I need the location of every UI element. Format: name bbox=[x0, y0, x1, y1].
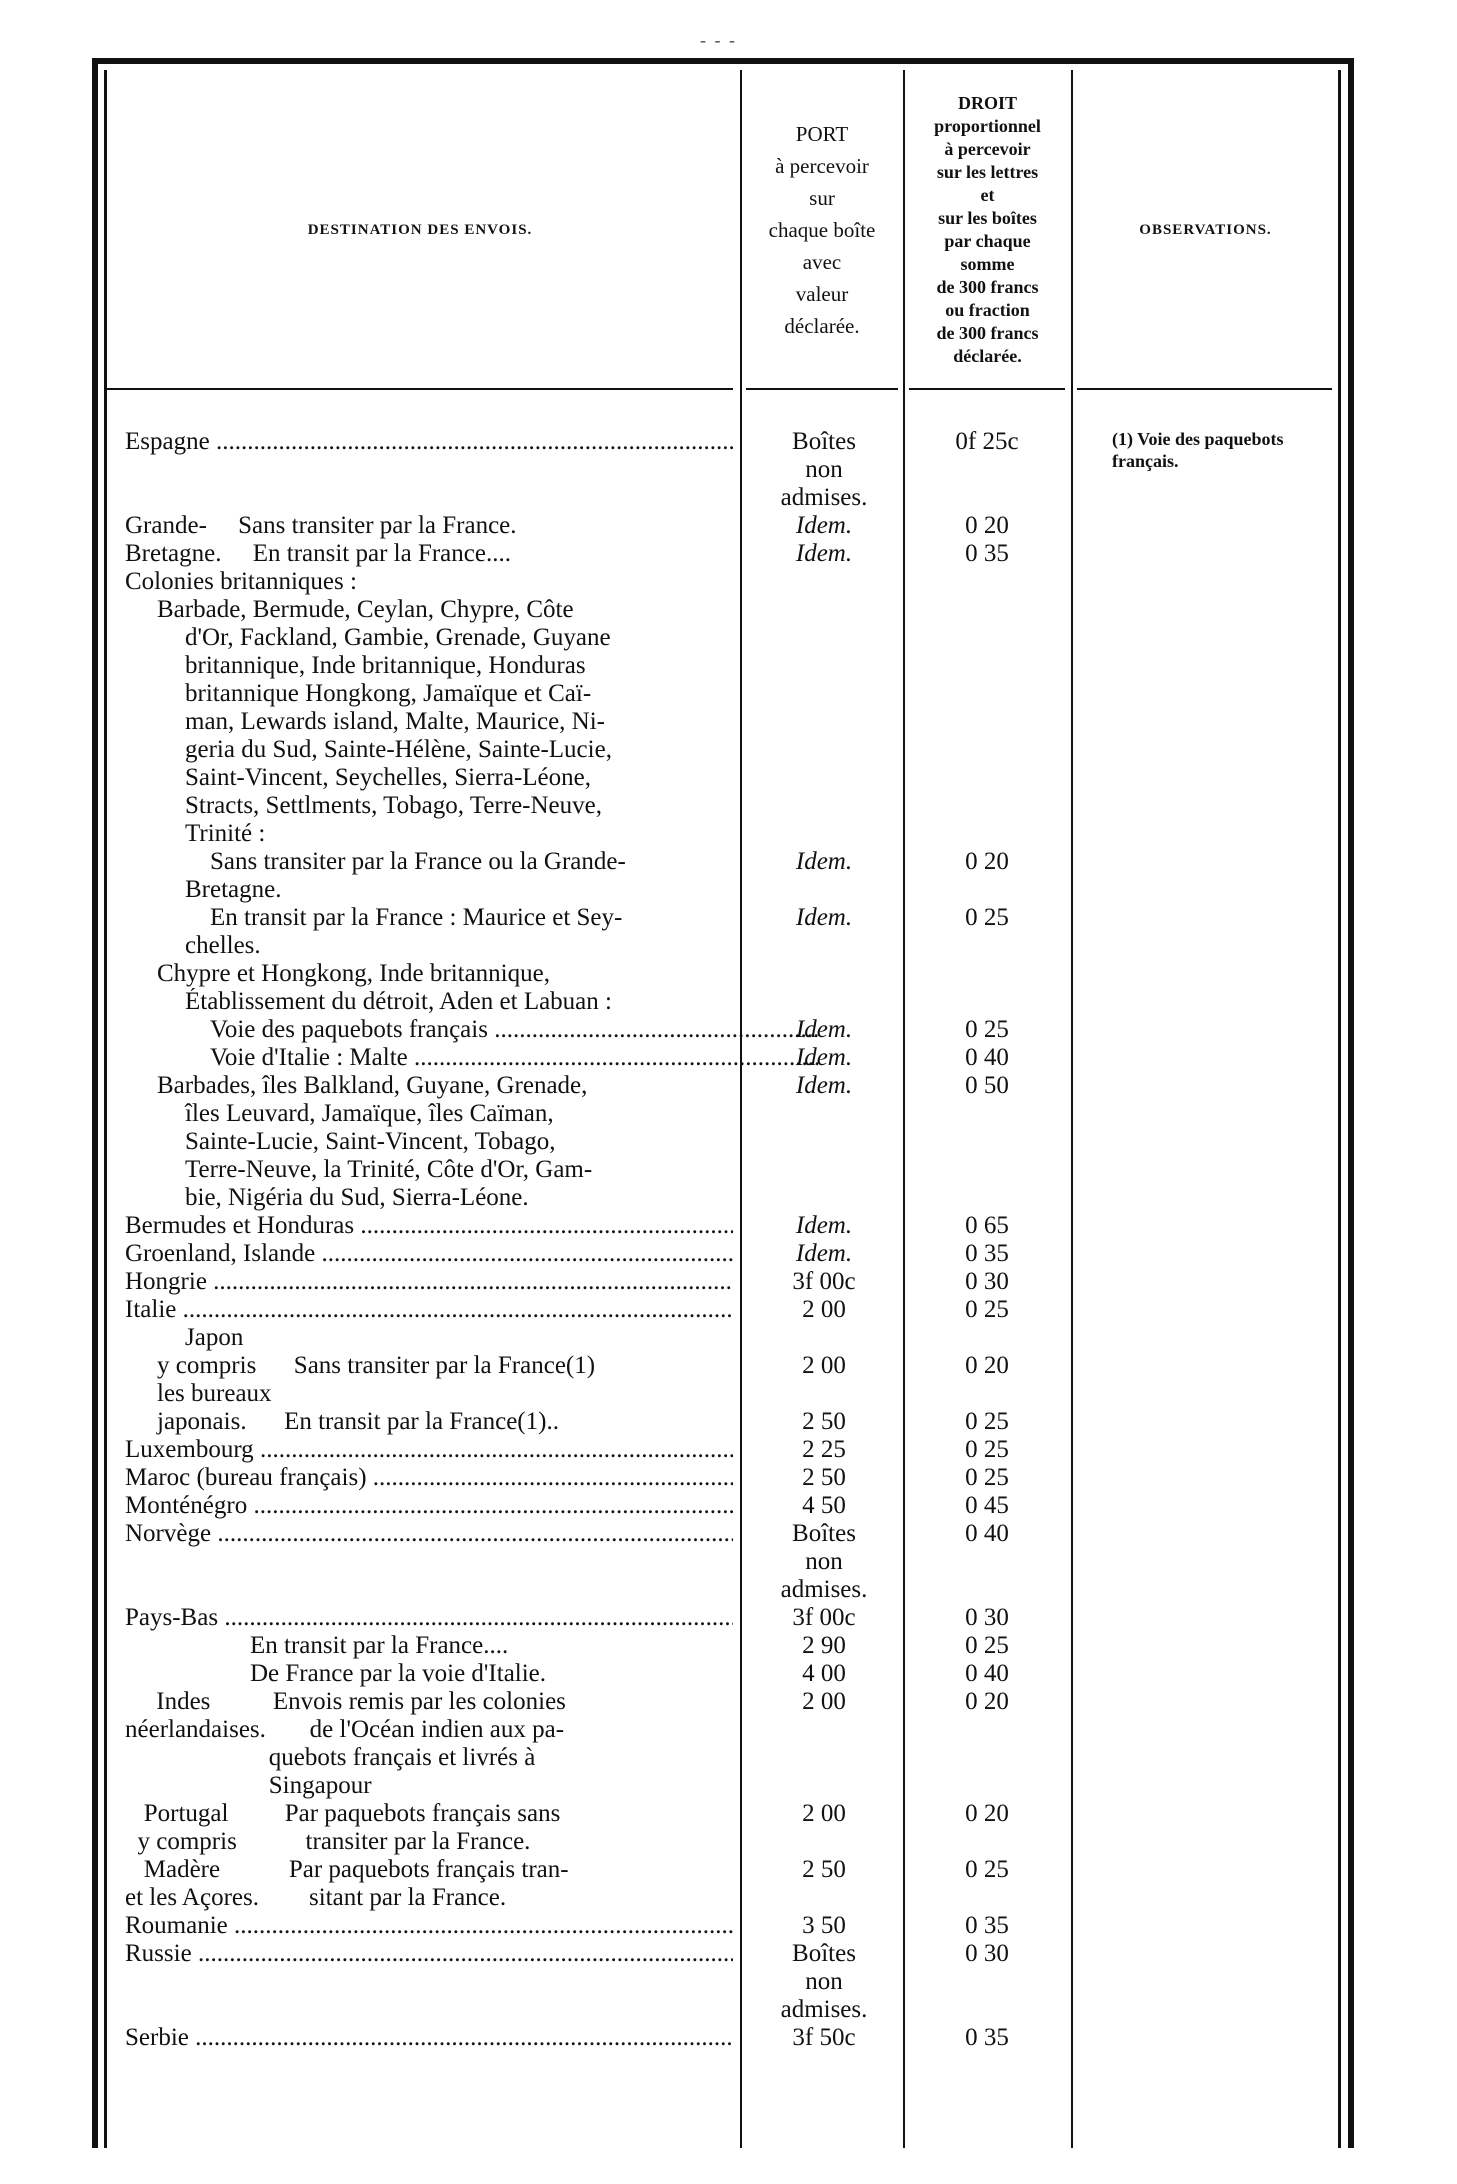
header-port-line: chaque boîte bbox=[768, 218, 876, 242]
row-destination: Espagne ..... bbox=[125, 428, 733, 456]
row-port: 3 50 bbox=[802, 1912, 846, 1939]
row-destination: Voie d'Italie : Malte ..... bbox=[125, 1044, 818, 1072]
row-destination: Japon bbox=[185, 1324, 244, 1351]
row-droit: 0 25 bbox=[965, 1632, 1009, 1659]
row-destination: Barbades, îles Balkland, Guyane, Grenade, bbox=[157, 1072, 588, 1099]
row-port: Idem. bbox=[795, 1016, 853, 1043]
row-destination: y compris transiter par la France. bbox=[125, 1828, 531, 1855]
table-row bbox=[0, 680, 1457, 708]
header-droit-line: de 300 francs bbox=[936, 277, 1039, 297]
row-destination: Luxembourg ..... bbox=[125, 1436, 733, 1464]
row-droit: 0 30 bbox=[965, 1940, 1009, 1967]
table-row bbox=[0, 1660, 1457, 1688]
row-droit: 0 25 bbox=[965, 1408, 1009, 1435]
row-destination: Indes Envois remis par les colonies bbox=[125, 1688, 566, 1715]
row-destination: Terre-Neuve, la Trinité, Côte d'Or, Gam- bbox=[185, 1156, 593, 1183]
table-row bbox=[0, 1800, 1457, 1828]
header-port bbox=[742, 80, 902, 380]
row-destination: Hongrie ..... bbox=[125, 1268, 733, 1296]
table-row bbox=[0, 1184, 1457, 1212]
row-port: non bbox=[805, 456, 843, 483]
table-row bbox=[0, 736, 1457, 764]
row-droit: 0 40 bbox=[965, 1660, 1009, 1687]
table-top-rule bbox=[92, 58, 1354, 64]
row-port: 2 50 bbox=[802, 1856, 846, 1883]
header-port-line: sur bbox=[809, 186, 835, 210]
row-destination: De France par la voie d'Italie. bbox=[125, 1660, 547, 1687]
table-row bbox=[0, 596, 1457, 624]
table-row bbox=[0, 932, 1457, 960]
row-destination: Établissement du détroit, Aden et Labuan : bbox=[185, 988, 612, 1015]
row-port: Idem. bbox=[795, 540, 853, 567]
row-destination: En transit par la France : Maurice et Sey- bbox=[210, 904, 623, 931]
row-droit: 0 25 bbox=[965, 1296, 1009, 1323]
row-destination: y compris Sans transiter par la France(1) bbox=[157, 1352, 596, 1379]
table-row bbox=[0, 1324, 1457, 1352]
row-port: non bbox=[805, 1548, 843, 1575]
row-destination: et les Açores. sitant par la France. bbox=[125, 1884, 507, 1911]
table-row bbox=[0, 1604, 1457, 1632]
row-droit: 0 25 bbox=[965, 1856, 1009, 1883]
row-destination: japonais. En transit par la France(1).. bbox=[157, 1408, 559, 1435]
row-port: Boîtes bbox=[792, 1940, 856, 1967]
table-row bbox=[0, 1268, 1457, 1296]
row-port: non bbox=[805, 1968, 843, 1995]
header-droit-line: de 300 francs bbox=[936, 323, 1039, 343]
table-body bbox=[0, 428, 1457, 2052]
table-row bbox=[0, 1856, 1457, 1884]
table-row bbox=[0, 1100, 1457, 1128]
row-port: Idem. bbox=[795, 1044, 853, 1071]
row-droit: 0 35 bbox=[965, 2024, 1009, 2051]
row-port: 2 25 bbox=[802, 1436, 846, 1463]
table-row bbox=[0, 904, 1457, 932]
table-row bbox=[0, 1996, 1457, 2024]
table-row bbox=[0, 1520, 1457, 1548]
header-rule-droit bbox=[909, 388, 1065, 390]
row-port: 3f 00c bbox=[792, 1268, 856, 1295]
row-destination: En transit par la France.... bbox=[125, 1632, 509, 1659]
header-observations bbox=[1073, 80, 1338, 380]
row-destination: Saint-Vincent, Seychelles, Sierra-Léone, bbox=[185, 764, 591, 791]
row-destination: Bermudes et Honduras ..... bbox=[125, 1212, 733, 1240]
row-destination: Monténégro ..... bbox=[125, 1492, 733, 1520]
row-port: 2 90 bbox=[802, 1632, 846, 1659]
row-destination: Trinité : bbox=[185, 820, 266, 847]
header-droit-line: somme bbox=[960, 254, 1015, 274]
table-row bbox=[0, 1380, 1457, 1408]
table-row bbox=[0, 1072, 1457, 1100]
row-droit: 0 35 bbox=[965, 1912, 1009, 1939]
row-destination: Italie ..... bbox=[125, 1296, 733, 1324]
row-port: 4 00 bbox=[802, 1660, 846, 1687]
row-destination: Barbade, Bermude, Ceylan, Chypre, Côte bbox=[157, 596, 574, 623]
table-row bbox=[0, 1548, 1457, 1576]
row-port: 4 50 bbox=[802, 1492, 846, 1519]
row-port: admises. bbox=[780, 1996, 868, 2023]
header-droit-line: DROIT bbox=[957, 93, 1017, 113]
table-row bbox=[0, 652, 1457, 680]
header-droit-line: sur les lettres bbox=[936, 162, 1039, 182]
row-droit: 0 20 bbox=[965, 848, 1009, 875]
row-destination: Maroc (bureau français) ..... bbox=[125, 1464, 733, 1492]
header-port-line: avec bbox=[802, 250, 842, 274]
row-destination: Groenland, Islande ..... bbox=[125, 1240, 733, 1268]
table-row bbox=[0, 1716, 1457, 1744]
table-row bbox=[0, 1688, 1457, 1716]
row-destination: chelles. bbox=[185, 932, 261, 959]
row-port: 2 00 bbox=[802, 1352, 846, 1379]
header-droit-line: sur les boîtes bbox=[938, 208, 1037, 228]
row-port: Idem. bbox=[795, 512, 853, 539]
row-droit: 0 30 bbox=[965, 1604, 1009, 1631]
observation-note: (1) Voie des paquebots français. bbox=[1112, 429, 1284, 471]
table-row bbox=[0, 1968, 1457, 1996]
table-row bbox=[0, 1632, 1457, 1660]
row-destination: Serbie ..... bbox=[125, 2024, 733, 2052]
row-port: 2 00 bbox=[802, 1296, 846, 1323]
table-row bbox=[0, 848, 1457, 876]
row-destination: geria du Sud, Sainte-Hélène, Sainte-Lucie, bbox=[185, 736, 612, 763]
table-row bbox=[0, 1156, 1457, 1184]
header-rule-observations bbox=[1077, 388, 1332, 390]
row-port: 2 50 bbox=[802, 1464, 846, 1491]
row-droit: 0 35 bbox=[965, 540, 1009, 567]
row-droit: 0 45 bbox=[965, 1492, 1009, 1519]
row-destination: Roumanie ..... bbox=[125, 1912, 733, 1940]
row-destination: Bretagne. bbox=[185, 876, 282, 903]
header-rule-destination bbox=[107, 388, 733, 390]
row-destination: Sainte-Lucie, Saint-Vincent, Tobago, bbox=[185, 1128, 556, 1155]
table-row bbox=[0, 624, 1457, 652]
row-destination: Madère Par paquebots français tran- bbox=[125, 1856, 569, 1883]
header-observations-label: OBSERVATIONS. bbox=[1139, 221, 1272, 238]
row-port: 2 50 bbox=[802, 1408, 846, 1435]
table-row bbox=[0, 1912, 1457, 1940]
row-destination: britannique Hongkong, Jamaïque et Caï- bbox=[185, 680, 592, 707]
header-droit-line: et bbox=[980, 185, 995, 205]
row-destination: Norvège ..... bbox=[125, 1520, 733, 1548]
row-droit: 0 25 bbox=[965, 1436, 1009, 1463]
row-destination: britannique, Inde britannique, Honduras bbox=[185, 652, 586, 679]
row-destination: d'Or, Fackland, Gambie, Grenade, Guyane bbox=[185, 624, 611, 651]
header-port-line: PORT bbox=[795, 122, 849, 146]
row-port: 2 00 bbox=[802, 1688, 846, 1715]
row-destination: quebots français et livrés à bbox=[125, 1744, 536, 1771]
table-row bbox=[0, 428, 1457, 456]
header-port-line: déclarée. bbox=[784, 314, 860, 338]
header-droit bbox=[905, 80, 1070, 380]
row-droit: 0 40 bbox=[965, 1044, 1009, 1071]
table-row bbox=[0, 1828, 1457, 1856]
table-row bbox=[0, 1576, 1457, 1604]
header-droit-line: à percevoir bbox=[944, 139, 1031, 159]
row-droit: 0 20 bbox=[965, 512, 1009, 539]
row-destination: les bureaux bbox=[157, 1380, 272, 1407]
table-row bbox=[0, 1352, 1457, 1380]
row-port: Boîtes bbox=[792, 1520, 856, 1547]
row-port: Idem. bbox=[795, 848, 853, 875]
table-row bbox=[0, 1240, 1457, 1268]
table-row bbox=[0, 1772, 1457, 1800]
row-droit: 0 20 bbox=[965, 1800, 1009, 1827]
row-destination: néerlandaises. de l'Océan indien aux pa- bbox=[125, 1716, 565, 1743]
table-row bbox=[0, 1464, 1457, 1492]
top-dash-mark: - - - bbox=[700, 30, 737, 50]
row-droit: 0 25 bbox=[965, 1464, 1009, 1491]
table-row bbox=[0, 1436, 1457, 1464]
table-row bbox=[0, 1492, 1457, 1520]
row-destination: Bretagne. En transit par la France.... bbox=[125, 540, 511, 567]
row-destination: Voie des paquebots français ..... bbox=[125, 1016, 818, 1044]
table-row bbox=[0, 1128, 1457, 1156]
row-destination: Colonies britanniques : bbox=[125, 568, 357, 595]
row-port: admises. bbox=[780, 1576, 868, 1603]
row-droit: 0 30 bbox=[965, 1268, 1009, 1295]
row-destination: bie, Nigéria du Sud, Sierra-Léone. bbox=[185, 1184, 529, 1211]
row-destination: Stracts, Settlments, Tobago, Terre-Neuve, bbox=[185, 792, 603, 819]
table-row bbox=[0, 512, 1457, 540]
header-destination bbox=[107, 80, 733, 380]
table-row bbox=[0, 1016, 1457, 1044]
table-row bbox=[0, 876, 1457, 904]
table-row bbox=[0, 1044, 1457, 1072]
row-port: Idem. bbox=[795, 1072, 853, 1099]
table-row bbox=[0, 456, 1457, 484]
header-droit-line: déclarée. bbox=[953, 346, 1022, 366]
row-droit: 0 25 bbox=[965, 904, 1009, 931]
row-port: Idem. bbox=[795, 1240, 853, 1267]
header-droit-line: par chaque bbox=[944, 231, 1031, 251]
row-droit: 0 20 bbox=[965, 1688, 1009, 1715]
table-row bbox=[0, 1744, 1457, 1772]
row-droit: 0 25 bbox=[965, 1016, 1009, 1043]
header-port-line: à percevoir bbox=[775, 154, 869, 178]
row-droit: 0 40 bbox=[965, 1520, 1009, 1547]
row-droit: 0 20 bbox=[965, 1352, 1009, 1379]
row-droit: 0f 25c bbox=[955, 428, 1019, 455]
table-row bbox=[0, 988, 1457, 1016]
table-row bbox=[0, 540, 1457, 568]
row-destination: Grande- Sans transiter par la France. bbox=[125, 512, 517, 539]
row-port: Idem. bbox=[795, 1212, 853, 1239]
row-destination: Russie ..... bbox=[125, 1940, 733, 1968]
row-destination: Chypre et Hongkong, Inde britannique, bbox=[157, 960, 550, 987]
table-row bbox=[0, 1296, 1457, 1324]
header-destination-label: DESTINATION DES ENVOIS. bbox=[307, 221, 533, 238]
row-destination: Pays-Bas ..... bbox=[125, 1604, 733, 1632]
table-row bbox=[0, 820, 1457, 848]
table-row bbox=[0, 1408, 1457, 1436]
row-droit: 0 50 bbox=[965, 1072, 1009, 1099]
row-port: Idem. bbox=[795, 904, 853, 931]
row-destination: Sans transiter par la France ou la Grande- bbox=[210, 848, 626, 875]
row-port: 2 00 bbox=[802, 1800, 846, 1827]
row-port: Boîtes bbox=[792, 428, 856, 455]
row-destination: Portugal Par paquebots français sans bbox=[125, 1800, 561, 1827]
table-row bbox=[0, 1212, 1457, 1240]
row-destination: Singapour bbox=[125, 1772, 372, 1799]
table-row bbox=[0, 1884, 1457, 1912]
row-port: 3f 00c bbox=[792, 1604, 856, 1631]
row-droit: 0 65 bbox=[965, 1212, 1009, 1239]
row-port: admises. bbox=[780, 484, 868, 511]
table-row bbox=[0, 484, 1457, 512]
row-droit: 0 35 bbox=[965, 1240, 1009, 1267]
table-row bbox=[0, 708, 1457, 736]
table-row bbox=[0, 960, 1457, 988]
header-port-line: valeur bbox=[795, 282, 849, 306]
header-droit-line: ou fraction bbox=[945, 300, 1030, 320]
row-port: 3f 50c bbox=[792, 2024, 856, 2051]
table-row bbox=[0, 764, 1457, 792]
table-row bbox=[0, 568, 1457, 596]
table-row bbox=[0, 1940, 1457, 1968]
row-destination: man, Lewards island, Malte, Maurice, Ni- bbox=[185, 708, 606, 735]
table-row bbox=[0, 2024, 1457, 2052]
header-droit-line: proportionnel bbox=[934, 116, 1041, 136]
row-destination: îles Leuvard, Jamaïque, îles Caïman, bbox=[185, 1100, 554, 1127]
table-row bbox=[0, 792, 1457, 820]
header-rule-port bbox=[746, 388, 898, 390]
